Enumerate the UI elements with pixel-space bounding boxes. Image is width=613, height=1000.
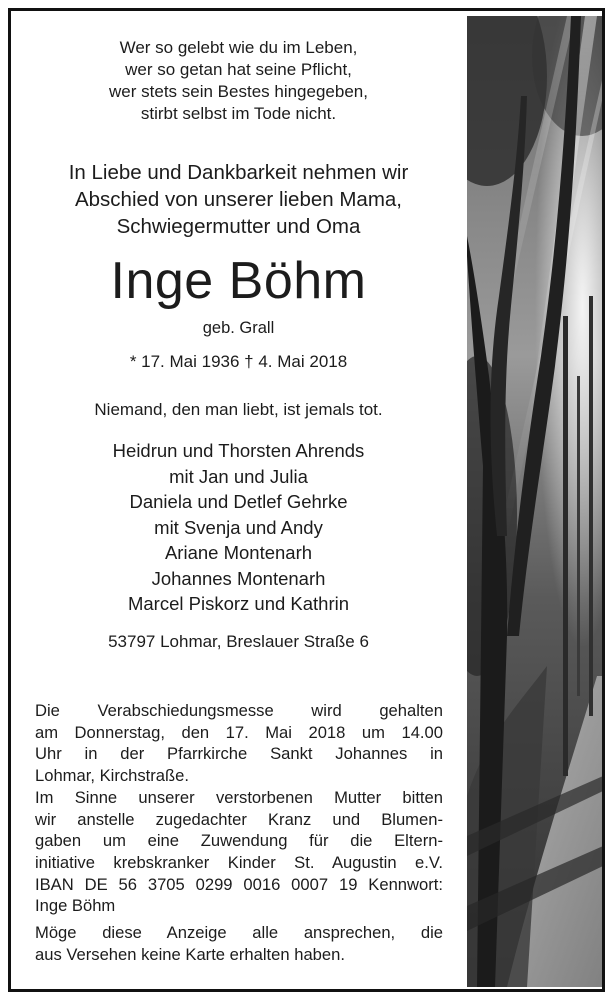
text-column <box>11 11 466 989</box>
forest-path-photo <box>467 16 603 987</box>
text-line: am Donnerstag, den 17. Mai 2018 um 14.00 <box>35 722 443 742</box>
text-line: Im Sinne unserer verstorbenen Mutter bitten <box>35 787 443 807</box>
family-member: Marcel Piskorz und Kathrin <box>127 593 350 614</box>
family-list <box>11 438 466 617</box>
text-line: wir anstelle zugedachter Kranz und Blumen- <box>35 809 443 829</box>
poem <box>11 37 466 125</box>
family-member: mit Jan und Julia <box>169 465 308 487</box>
text-line: gaben um eine Zuwendung für die Eltern- <box>35 831 443 851</box>
family-member: Daniela und Detlef Gehrke <box>129 491 348 512</box>
text-line: Inge Böhm <box>35 896 116 916</box>
family-member: Heidrun und Thorsten Ahrends <box>112 440 365 461</box>
text-line: Die Verabschiedungsmesse wird gehalten <box>35 701 443 720</box>
intro-line: Schwiegermutter und Oma <box>116 215 361 238</box>
poem-line: wer so getan hat seine Pflicht, <box>125 60 352 79</box>
text-line: aus Versehen keine Karte erhalten haben. <box>35 944 345 964</box>
family-member: Ariane Montenarh <box>164 542 313 563</box>
text-line: Uhr in der Pfarrkirche Sankt Johannes in <box>35 744 443 764</box>
address: 53797 Lohmar, Breslauer Straße 6 <box>108 632 369 651</box>
text-line: Möge diese Anzeige alle ansprechen, die <box>35 923 443 943</box>
family-member: Johannes Montenarh <box>151 567 326 589</box>
obituary-notice <box>8 8 605 992</box>
forest-photo-illustration <box>467 16 603 987</box>
family-member: mit Svenja und Andy <box>154 516 323 538</box>
poem-line: Wer so gelebt wie du im Leben, <box>119 38 358 57</box>
announcement-body <box>35 700 443 965</box>
deceased-name: Inge Böhm <box>110 252 367 310</box>
service-paragraph <box>35 700 443 787</box>
intro-line: Abschied von unserer lieben Mama, <box>74 188 403 211</box>
intro-line: In Liebe und Dankbarkeit nehmen wir <box>68 161 409 184</box>
life-dates: * 17. Mai 1936 † 4. Mai 2018 <box>129 352 348 371</box>
poem-line: wer stets sein Bestes hingegeben, <box>109 82 368 101</box>
poem-line: stirbt selbst im Tode nicht. <box>140 104 337 123</box>
intro-text <box>11 159 466 240</box>
text-line: initiative krebskranker Kinder St. Augustin e.V. <box>35 852 443 872</box>
text-line: Lohmar, Kirchstraße. <box>35 766 190 786</box>
donation-paragraph <box>35 787 443 917</box>
closing-paragraph <box>35 922 443 965</box>
birth-name: geb. Grall <box>202 319 275 337</box>
motto: Niemand, den man liebt, ist jemals tot. <box>94 400 383 419</box>
text-line: IBAN DE 56 3705 0299 0016 0007 19 Kennwort: <box>35 874 443 894</box>
